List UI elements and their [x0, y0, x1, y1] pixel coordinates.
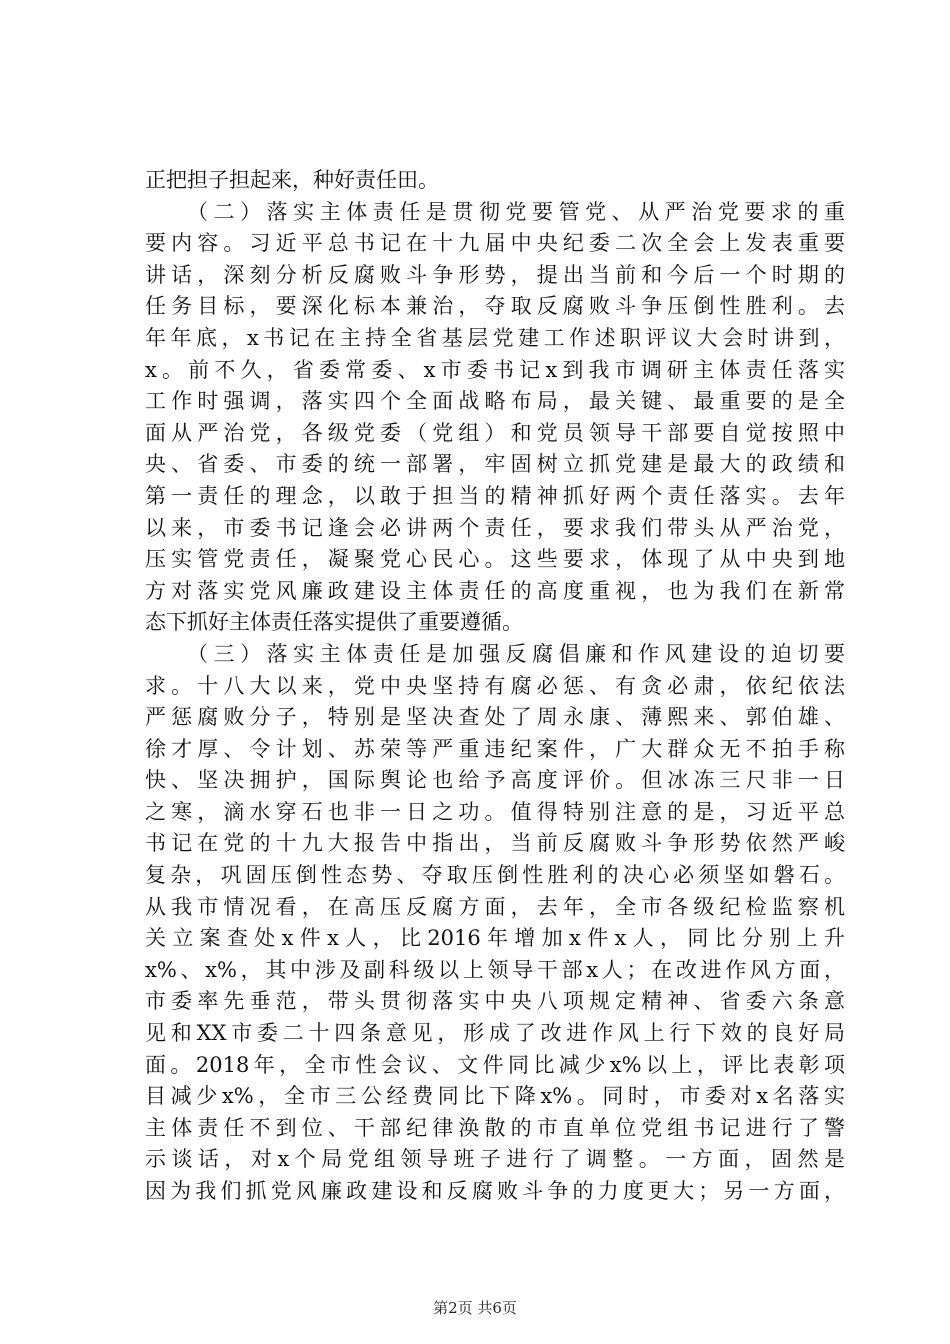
text-line: 压实管党责任，凝聚党心民心。这些要求，体现了从中央到地	[145, 547, 845, 572]
text-line: 工作时强调，落实四个全面战略布局，最关键、最重要的是全	[145, 389, 845, 414]
text-line: x%、x%，其中涉及副科级以上领导干部x人；在改进作风方面，	[145, 957, 845, 982]
page-number-footer: 第2页 共6页	[433, 1299, 517, 1317]
text-line: 目减少x%，全市三公经费同比下降x%。同时，市委对x名落实	[145, 1084, 845, 1109]
text-line: 面从严治党，各级党委（党组）和党员领导干部要自觉按照中	[145, 420, 845, 445]
text-line: 市委率先垂范，带头贯彻落实中央八项规定精神、省委六条意	[145, 989, 845, 1014]
text-line: 态下抓好主体责任落实提供了重要遵循。	[145, 610, 523, 635]
text-line: 书记在党的十九大报告中指出，当前反腐败斗争形势依然严峻	[145, 831, 845, 856]
text-line: 年年底，x书记在主持全省基层党建工作述职评议大会时讲到，	[145, 325, 845, 350]
text-line: x。前不久，省委常委、x市委书记x到我市调研主体责任落实	[145, 357, 845, 382]
text-line: 关立案查处x件x人，比2016年增加x件x人，同比分别上升	[145, 926, 845, 951]
text-line: 求。十八大以来，党中央坚持有腐必惩、有贪必肃，依纪依法	[145, 673, 845, 698]
text-line: 面。2018年，全市性会议、文件同比减少x%以上，评比表彰项	[145, 1052, 845, 1077]
text-line: 方对落实党风廉政建设主体责任的高度重视，也为我们在新常	[145, 578, 845, 603]
text-line: 从我市情况看，在高压反腐方面，去年，全市各级纪检监察机	[145, 894, 845, 919]
text-line: 任务目标，要深化标本兼治，夺取反腐败斗争压倒性胜利。去	[145, 294, 845, 319]
text-line: 因为我们抓党风廉政建设和反腐败斗争的力度更大；另一方面，	[145, 1179, 845, 1203]
text-line: 讲话，深刻分析反腐败斗争形势，提出当前和今后一个时期的	[145, 262, 845, 287]
document-body	[145, 165, 845, 1208]
text-line: 第一责任的理念，以敢于担当的精神抓好两个责任落实。去年	[145, 483, 845, 508]
text-line: 见和XX市委二十四条意见，形成了改进作风上行下效的良好局	[145, 1021, 845, 1046]
text-line: 央、省委、市委的统一部署，牢固树立抓党建是最大的政绩和	[145, 452, 845, 477]
text-line: 示谈话，对x个局党组领导班子进行了调整。一方面，固然是	[145, 1147, 845, 1172]
text-line: 复杂，巩固压倒性态势、夺取压倒性胜利的决心必须坚如磐石。	[145, 863, 845, 888]
text-line: 快、坚决拥护，国际舆论也给予高度评价。但冰冻三尺非一日	[145, 768, 845, 793]
text-line: 以来，市委书记逢会必讲两个责任，要求我们带头从严治党，	[145, 515, 845, 540]
text-line: 主体责任不到位、干部纪律涣散的市直单位党组书记进行了警	[145, 1115, 845, 1140]
paragraph-heading-line: （二）落实主体责任是贯彻党要管党、从严治党要求的重	[187, 199, 845, 224]
text-line: 徐才厚、令计划、苏荣等严重违纪案件，广大群众无不拍手称	[145, 736, 845, 761]
text-line: 严惩腐败分子，特别是坚决查处了周永康、薄熙来、郭伯雄、	[145, 705, 845, 730]
paragraph-heading-line: （三）落实主体责任是加强反腐倡廉和作风建设的迫切要	[187, 641, 845, 666]
text-line: 正把担子担起来，种好责任田。	[145, 168, 439, 192]
text-line: 要内容。习近平总书记在十九届中央纪委二次全会上发表重要	[145, 231, 845, 256]
text-line: 之寒，滴水穿石也非一日之功。值得特别注意的是，习近平总	[145, 799, 845, 824]
